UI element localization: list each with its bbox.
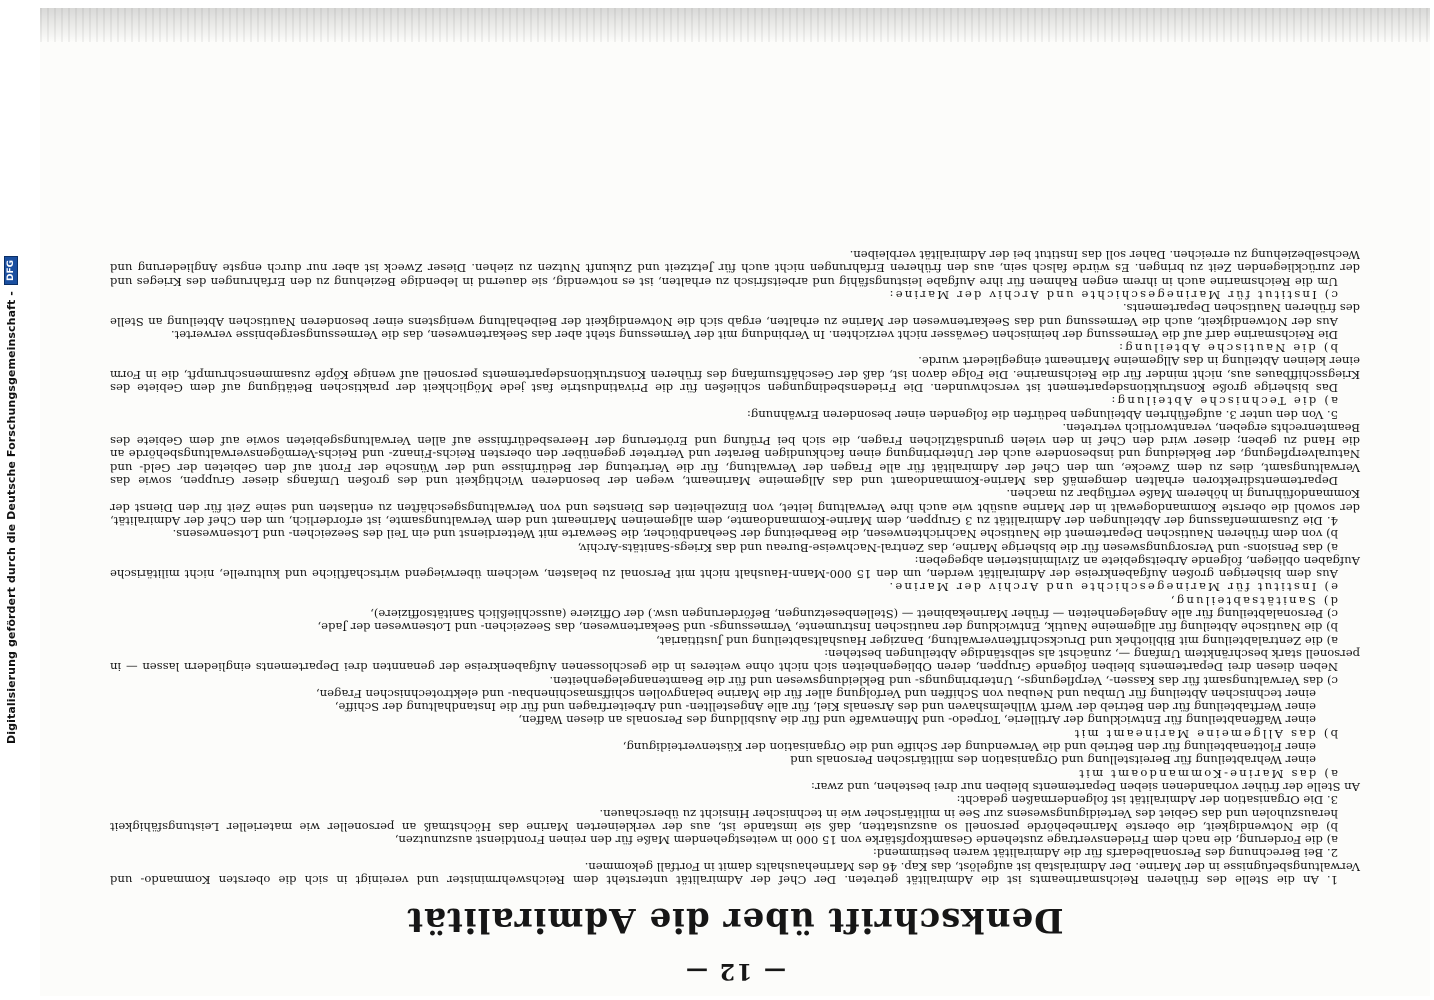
paragraph: e) Institut für Marinegeschichte und Archiv der Marine. bbox=[887, 580, 1338, 595]
paragraph: 1. An die Stelle des früheren Reichsmarineamts ist die Admiralität getreten. Der Chef der Admiralität untersteht dem Reichswehrminister und vereinigt in sich die obersten Kommando- und Verwaltungsbefugnisse in der Marine. Der Admiralstab ist aufgelöst, das Kap. 46 des Marinehaushalts damit in Fortfall gekommen. bbox=[110, 859, 1360, 887]
paragraph: b) das Allgemeine Marineamt mit bbox=[1072, 726, 1338, 741]
paragraph: b) die Nautische Abteilung: bbox=[1116, 341, 1338, 356]
paragraph: 4. Die Zusammenfassung der Abteilungen der Admiralität zu 3 Gruppen, dem Marine-Kommandoamte, dem allgemeinen Marineamt und dem Verwaltungsamte, ist erforderlich, um den Chef der Admiralität, der sowohl die oberste Kommandogewalt in der Marine ausübt wie auch ihre Verwaltung leitet, von Einzelheiten des Dienstes und von Verwaltungsgeschäften zu entlasten und seine Zeit für den Dienst der Kommandoführung in höherem Maße verfügbar zu machen. bbox=[110, 487, 1360, 528]
paragraph: 3. Die Organisation der Admiralität ist folgendermaßen gedacht: bbox=[956, 793, 1338, 808]
paragraph: Die Reichsmarine darf auf die Vermessung der heimischen Gewässer nicht verzichten. In Verbindung mit der Vermessung steht aber das Seekartenwesen, das die Vermessungsergebnisse verwertet. bbox=[170, 327, 1338, 342]
paragraph: Aus der Notwendigkeit, auch die Vermessung und das Seekartenwesen der Marine zu erhalten, ergab sich die Notwendigkeit der Beibehaltung wenigstens einer besonderen Nautischen Abteilung an Stelle des früheren Nautischen Departements. bbox=[110, 301, 1360, 329]
paragraph: einer Flottenabteilung für den Betrieb und die Verwendung der Schiffe und die Organisation der Küstenverteidigung, bbox=[622, 740, 1316, 755]
paragraph: c) Personalabteilung für alle Angelegenheiten — früher Marinekabinett — (Stellenbesetzungen, Beförderungen usw.) der Offiziere (ausschließlich Sanitätsoffiziere), bbox=[370, 607, 1338, 622]
paragraph: Departementsdirektoren erhalten demgemäß das Marine-Kommandoamt und das Allgemeine Marineamt, wegen der besonderen Wichtigkeit und des großen Umfangs dieser Gruppen, sowie das Verwaltungsamt, dies zu dem Zwecke, um den Chef der Admiralität für alle Fragen der Verwaltung, für die Vertretung der Bedürfnisse und der Wünsche der Front auf den Gebieten der Geld- und Naturalverpflegung, der Bekleidung und insbesondere auch der Unterbringung einen fachkundigen Berater und Vertreter gegenüber den obersten Reichs-Finanz- und Reichs-Vermögensverwaltungsbehörde an die Hand zu geben; dieser wird den Chef in den vielen grundsätzlichen Fragen, die sich bei Prüfung und Erörterung der Heeresbedürfnisse auf allen Verwaltungsgebieten sowie auf dem Gebiete des Beamtenrechts ergeben, verantwortlich vertreten. bbox=[110, 420, 1360, 489]
scanned-page bbox=[40, 8, 1430, 996]
paragraph: b) die Notwendigkeit, die oberste Marinebehörde personell so auszustatten, daß sie imstande ist, aus der verkleinerten Marine das Höchstmaß an personeller wie materieller Leistungsfähigkeit herauszuholen und das Gebiet des Verteidigungswesens zur See in militärischer wie in technischer Hinsicht zu überschauen. bbox=[110, 806, 1338, 834]
paragraph: Das bisherige große Konstruktionsdepartement ist verschwunden. Die Friedensbedingungen schließen für die Privatindustrie fast jede Möglichkeit der praktischen Betätigung auf dem Gebiete des Kriegsschiffbaues aus, nicht minder für die Reichsmarine. Die Folge davon ist, daß der Geschäftsumfang des früheren Konstruktionsdepartements personell auf wenige Köpfe zusammenschrumpft, die in Form einer kleinen Abteilung in das Allgemeine Marineamt eingegliedert wurde. bbox=[110, 354, 1360, 396]
page-content bbox=[110, 8, 1360, 996]
page-number: — 12 — bbox=[684, 958, 786, 984]
paragraph: 5. Von den unter 3. aufgeführten Abteilungen bedürfen die folgenden einer besonderen Erwähnung: bbox=[746, 407, 1338, 422]
dfg-logo: DFG bbox=[4, 256, 18, 285]
paragraph: einer technischen Abteilung für Umbau und Neubau von Schiffen und Verfolgung aller für die Marine belangvollen schiffsmaschinenbau- und elektrotechnischen Fragen, bbox=[315, 686, 1316, 701]
paragraph: b) von dem früheren Nautischen Departement die Nautische Nachrichtenwesen, die Bearbeitung der Seehandbücher, die Seewarte mit Wetterdienst und ein Teil des Seezeichen- und Lotsenwesens. bbox=[172, 527, 1338, 542]
paragraph: b) die Nautische Abteilung für allgemeine Nautik, Entwicklung der nautischen Instrumente, Vermessungs- und Seekartenwesen, das Seezeichen- und Lotsenwesen der Jade, bbox=[317, 620, 1338, 635]
paragraph: An Stelle der früher vorhandenen sieben Departements bleiben nur drei bestehen, und zwar: bbox=[811, 779, 1360, 794]
rotated-page bbox=[40, 8, 1430, 996]
credit-strip bbox=[0, 0, 22, 1000]
paragraph: einer Werftabteilung für den Betrieb der Werft Wilhelmshaven und des Arsenals Kiel, für alle Angestellten- und Arbeiterfragen und für die Instandhaltung der Schiffe, bbox=[334, 700, 1316, 715]
paragraph: einer Waffenabteilung für Entwicklung der Artillerie, Torpedo- und Minenwaffe und für die Ausbildung des Personals an diesen Waffen, bbox=[518, 713, 1316, 728]
page-title: Denkschrift über die Admiralität bbox=[406, 900, 1064, 940]
credit-line bbox=[1, 0, 21, 1000]
paragraph: Um die Reichsmarine auch in ihrem engen Rahmen für ihre Aufgabe leistungsfähig und arbeitsfrisch zu erhalten, ist es notwendig, sie dauernd in lebendige Beziehung zu den Erfahrungen des Krieges und der zurückliegenden Zeit zu bringen. Es würde falsch sein, aus den früheren Erfahrungen nicht auch für Jetztzeit und Zukunft Nutzen zu ziehen. Dieser Zweck ist aber nur durch engste Angliederung und Wechselbeziehung zu erreichen. Daher soll das Institut bei der Admiralität verbleiben. bbox=[110, 248, 1360, 289]
paragraph: a) die Forderung, die nach dem Friedensvertrage zustehende Gesamtkopfstärke von 15 000 in weitestgehendem Maße für den reinen Frontdienst auszunutzen, bbox=[394, 833, 1338, 848]
paragraph: a) das Marine-Kommandoamt mit bbox=[1077, 766, 1338, 781]
paragraph: einer Wehrabteilung für Bereitstellung und Organisation des militärischen Personals und bbox=[790, 753, 1316, 768]
paragraph: a) das Pensions- und Versorgungswesen für die bisherige Marine, das Zentral-Nachweise-Bureau und das Kriegs-Sanitäts-Archiv, bbox=[577, 540, 1338, 555]
digitization-credit: Digitalisierung gefördert durch die Deutsche Forschungsgemeinschaft - bbox=[4, 291, 18, 744]
paragraph: c) Institut für Marinegeschichte und Archiv der Marine: bbox=[887, 287, 1338, 302]
paragraph: a) die Technische Abteilung: bbox=[1109, 394, 1338, 409]
paragraph: Aus dem bisherigen großen Aufgabenkreise der Admiralität werden, um den 15 000-Mann-Haushalt nicht mit Personal zu belasten, welchem überwiegend wirtschaftliche und kulturelle, nicht militärische Aufgaben obliegen, folgende Arbeitsgebiete an Zivilministerien abgegeben: bbox=[110, 553, 1360, 582]
paragraph: 2. Bei Berechnung des Personalbedarfs für die Admiralität waren bestimmend: bbox=[872, 846, 1338, 861]
paragraph: c) das Verwaltungsamt für das Kassen-, Verpflegungs-, Unterbringungs- und Bekleidungswesen und für die Beamtenangelegenheiten. bbox=[549, 673, 1338, 688]
paragraph: d) Sanitätsabteilung, bbox=[1168, 593, 1338, 608]
paragraph: a) die Zentralabteilung mit Bibliothek und Druckschriftenverwaltung, Danziger Haushaltsabteilung und Justitiariat, bbox=[656, 633, 1338, 648]
paragraph: Neben diesen drei Departements bleiben folgende Gruppen, deren Obliegenheiten sich nicht ohne weiteres in die geschlossenen Aufgabenkreise der genannten drei Departements eingliedern lassen — in personell stark beschränktem Umfang —, zunächst als selbständige Abteilungen bestehen: bbox=[110, 646, 1360, 675]
